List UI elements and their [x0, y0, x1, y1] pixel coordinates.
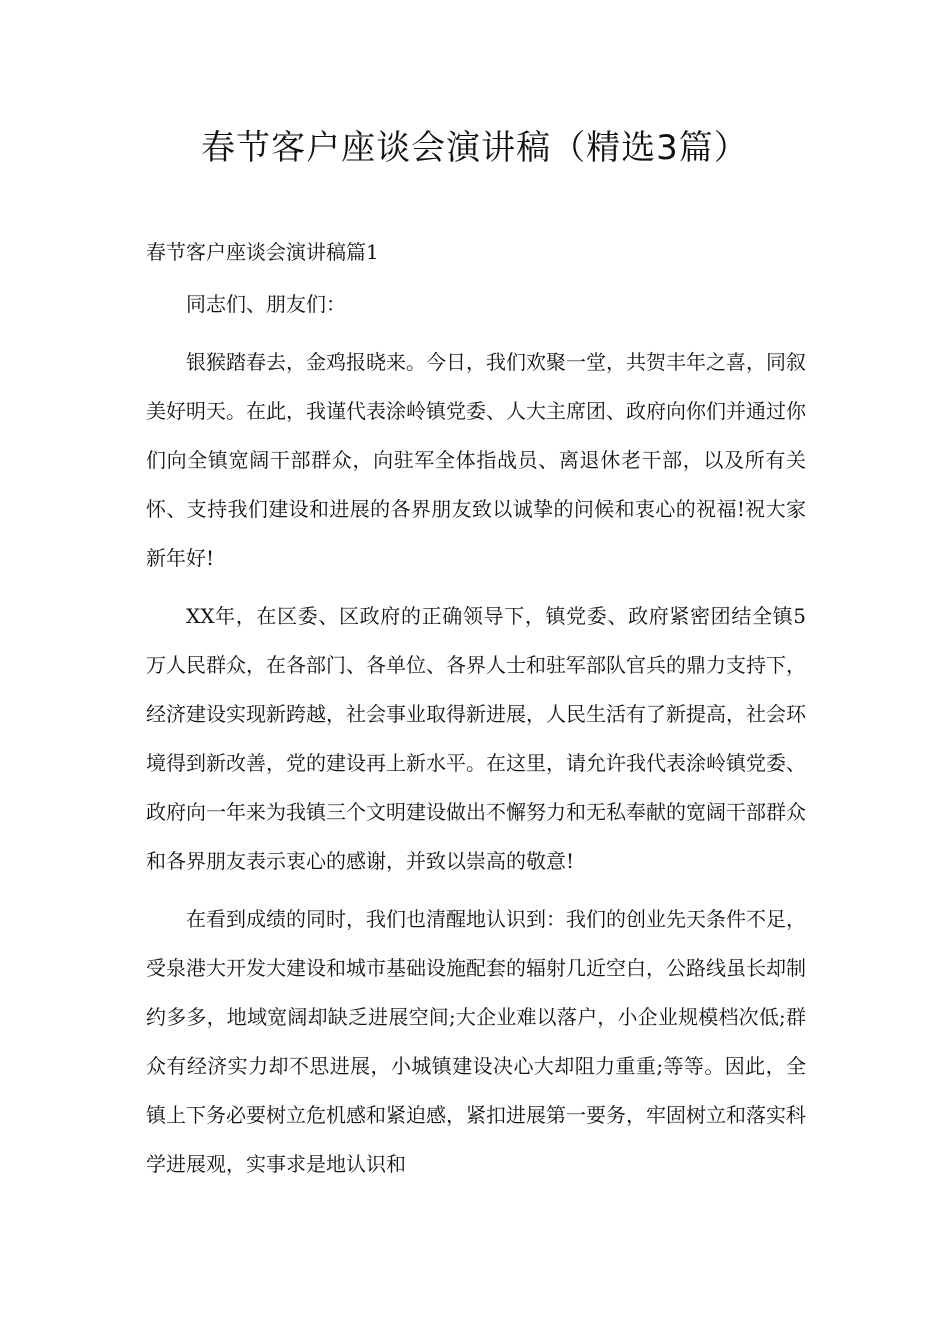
- greeting-paragraph: 银猴踏春去，金鸡报晓来。今日，我们欢聚一堂，共贺丰年之喜，同叙美好明天。在此，我谨代表涂岭镇党委、人大主席团、政府向你们并通过你们向全镇宽阔干部群众，向驻军全体指战员、离退休老干部，以及所有关怀、支持我们建设和进展的各界朋友致以诚挚的问候和衷心的祝福!祝大家新年好!: [146, 350, 806, 570]
- challenges-paragraph: 在看到成绩的同时，我们也清醒地认识到：我们的创业先天条件不足，受泉港大开发大建设和城市基础设施配套的辐射几近空白，公路线虽长却制约多多，地域宽阔却缺乏进展空间;大企业难以落户，小企业规模档次低;群众有经济实力却不思进展，小城镇建设决心大却阻力重重;等等。因此，全镇上下务必要树立危机感和紧迫感，紧扣进展第一要务，牢固树立和落实科学进展观，实事求是地认识和: [146, 907, 806, 1176]
- achievements-paragraph: XX年，在区委、区政府的正确领导下，镇党委、政府紧密团结全镇5万人民群众，在各部门、各单位、各界人士和驻军部队官兵的鼎力支持下，经济建设实现新跨越，社会事业取得新进展，人民生活有了新提高，社会环境得到新改善，党的建设再上新水平。在这里，请允许我代表涂岭镇党委、政府向一年来为我镇三个文明建设做出不懈努力和无私奉献的宽阔干部群众和各界朋友表示衷心的感谢，并致以崇高的敬意!: [146, 604, 806, 873]
- section-heading: 春节客户座谈会演讲稿篇1: [146, 240, 379, 264]
- document-title: 春节客户座谈会演讲稿（精选3篇）: [201, 128, 749, 168]
- document-body: [146, 280, 806, 1198]
- salutation-paragraph: 同志们、朋友们：: [186, 292, 346, 316]
